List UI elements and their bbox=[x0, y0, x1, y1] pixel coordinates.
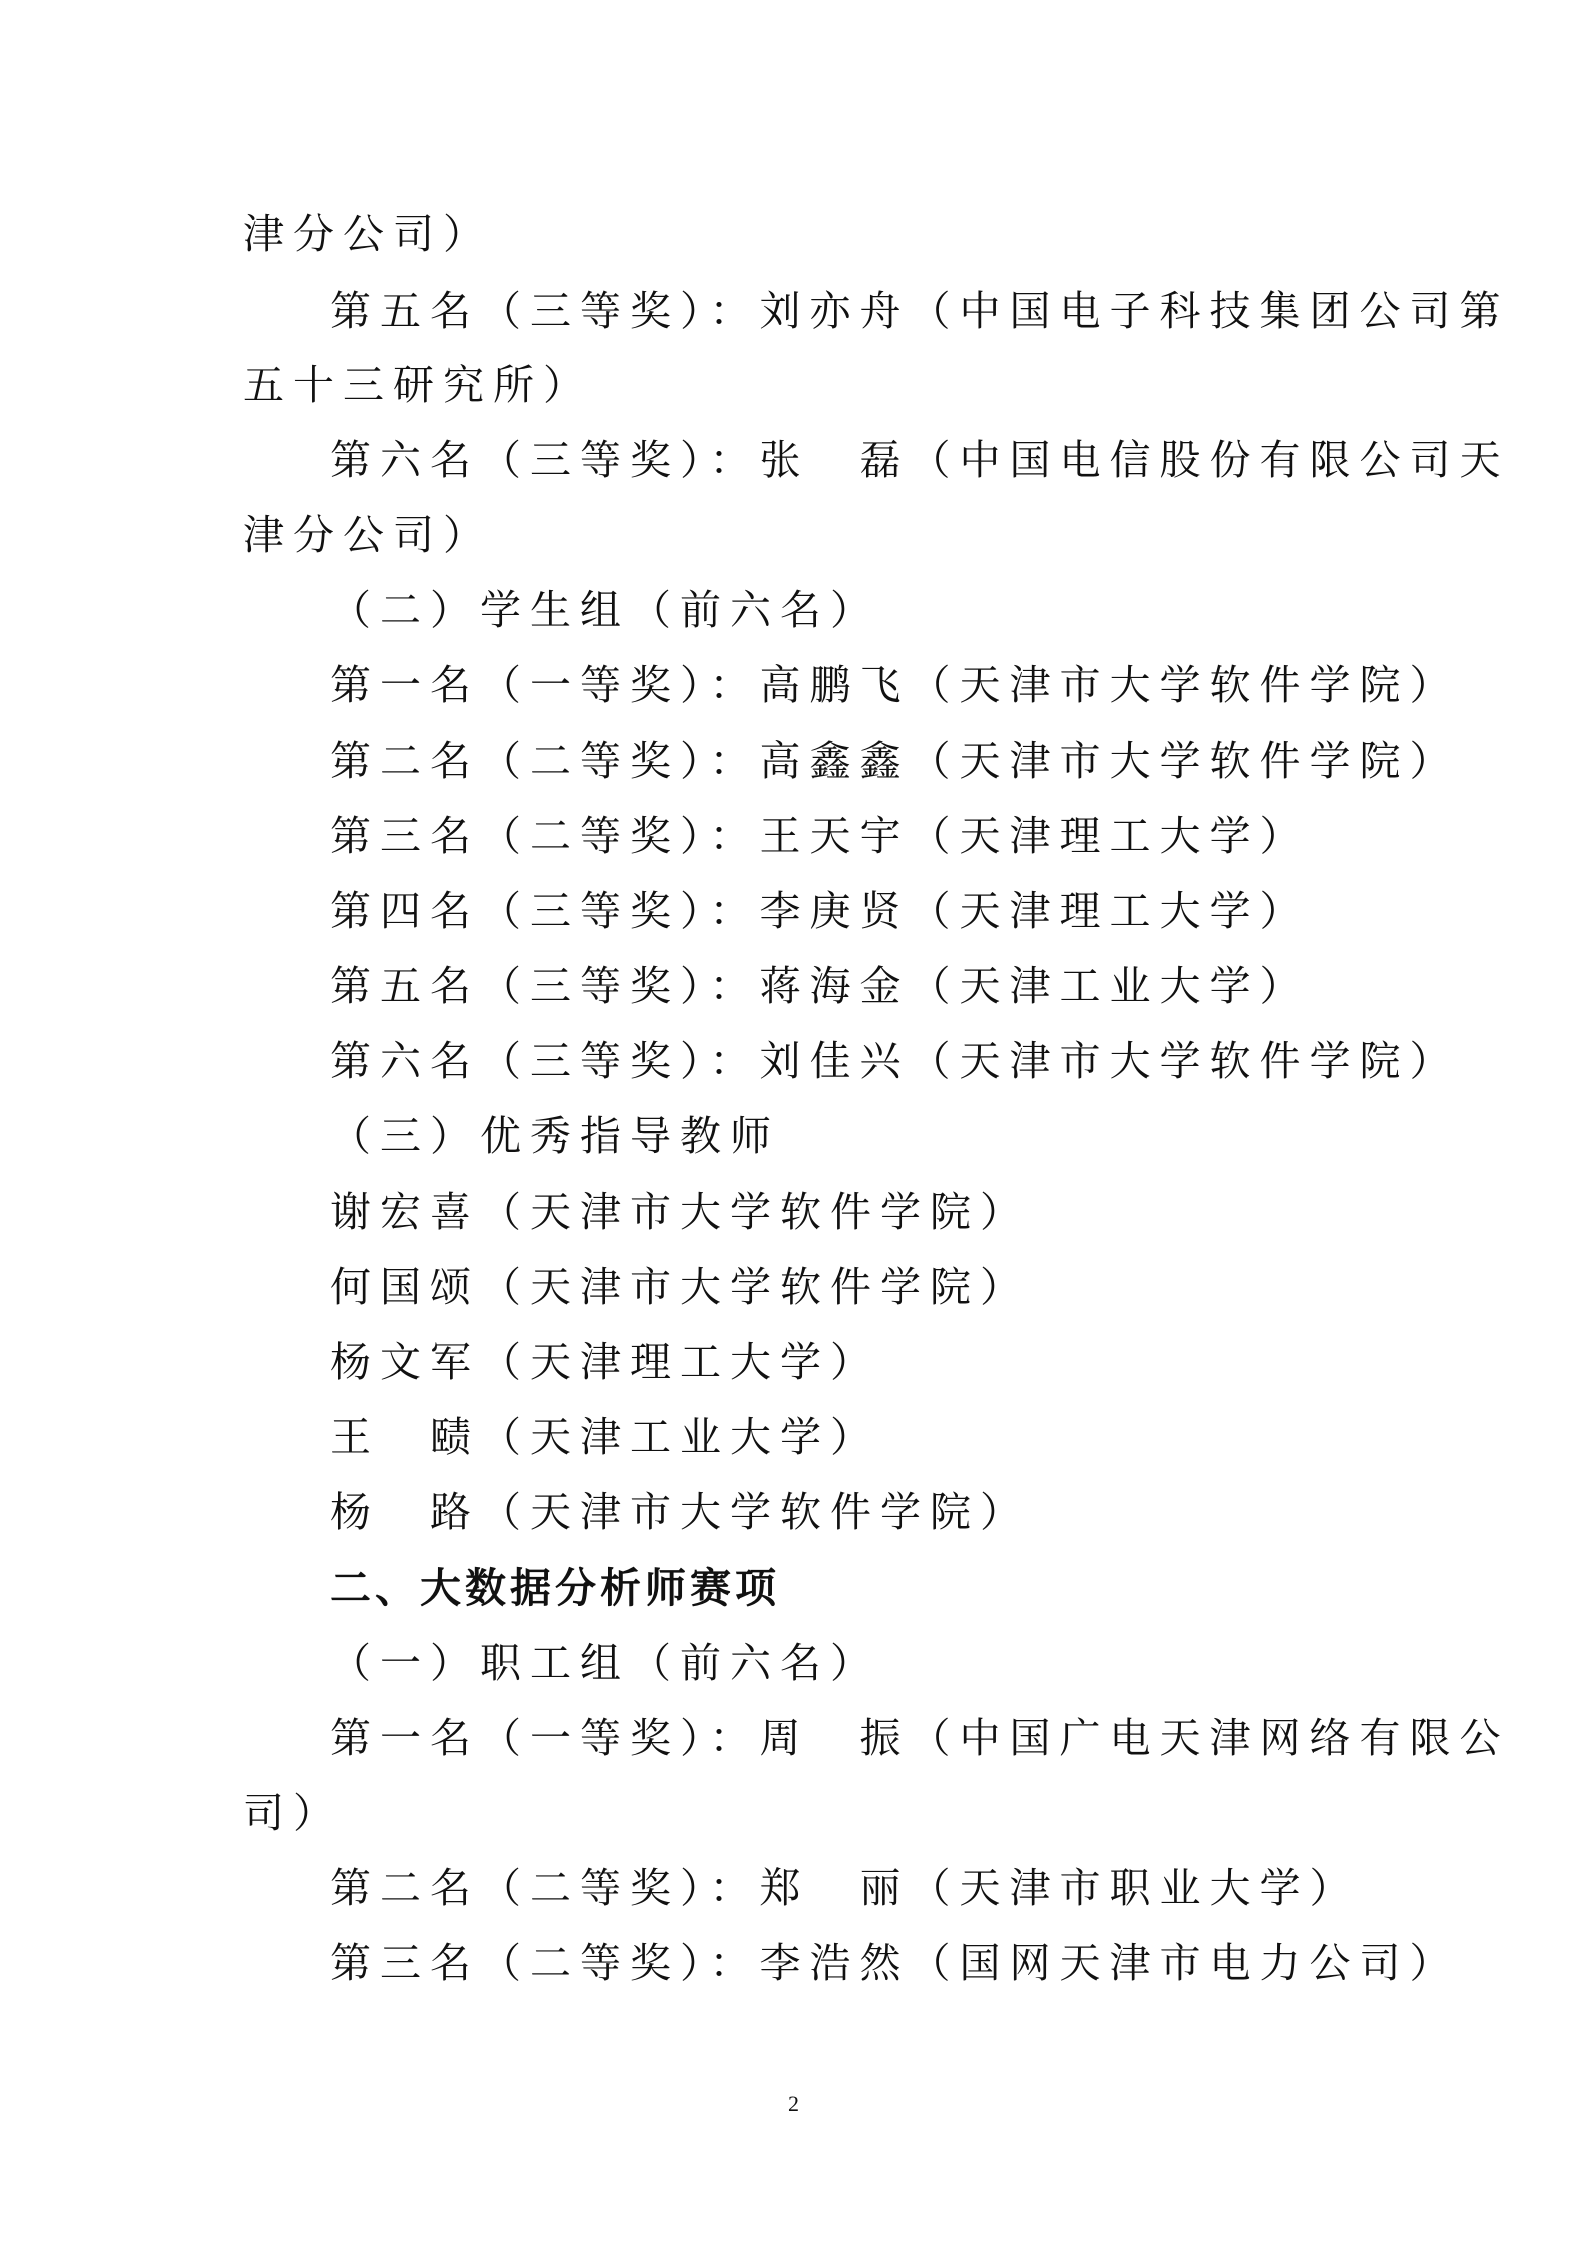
teacher-entry: 杨文军（天津理工大学） bbox=[330, 1338, 880, 1386]
section-heading: 二、大数据分析师赛项 bbox=[330, 1564, 780, 1612]
text-line: 司） bbox=[243, 1789, 343, 1837]
award-entry: 第一名（一等奖）：高鹏飞（天津市大学软件学院） bbox=[330, 661, 1460, 709]
award-entry: 第五名（三等奖）：刘亦舟（中国电子科技集团公司第 bbox=[330, 287, 1510, 335]
award-entry: 第三名（二等奖）：王天宇（天津理工大学） bbox=[330, 812, 1310, 860]
page-number: 2 bbox=[788, 2091, 799, 2116]
award-entry: 第五名（三等奖）：蒋海金（天津工业大学） bbox=[330, 962, 1310, 1010]
award-entry: 第一名（一等奖）：周 振（中国广电天津网络有限公 bbox=[330, 1714, 1510, 1762]
text-line: 津分公司） bbox=[243, 511, 493, 559]
subsection-heading: （三）优秀指导教师 bbox=[330, 1112, 780, 1160]
award-entry: 第二名（二等奖）：高鑫鑫（天津市大学软件学院） bbox=[330, 737, 1460, 785]
subsection-heading: （一）职工组（前六名） bbox=[330, 1639, 880, 1687]
award-entry: 第二名（二等奖）：郑 丽（天津市职业大学） bbox=[330, 1864, 1360, 1912]
teacher-entry: 何国颂（天津市大学软件学院） bbox=[330, 1263, 1030, 1311]
award-entry: 第三名（二等奖）：李浩然（国网天津市电力公司） bbox=[330, 1939, 1460, 1987]
award-entry: 第四名（三等奖）：李庚贤（天津理工大学） bbox=[330, 887, 1310, 935]
teacher-entry: 王 赜（天津工业大学） bbox=[330, 1413, 880, 1461]
text-line: 津分公司） bbox=[243, 210, 493, 258]
award-entry: 第六名（三等奖）：刘佳兴（天津市大学软件学院） bbox=[330, 1037, 1460, 1085]
subsection-heading: （二）学生组（前六名） bbox=[330, 586, 880, 634]
teacher-entry: 杨 路（天津市大学软件学院） bbox=[330, 1488, 1030, 1536]
teacher-entry: 谢宏喜（天津市大学软件学院） bbox=[330, 1188, 1030, 1236]
text-line: 五十三研究所） bbox=[243, 361, 593, 409]
award-entry: 第六名（三等奖）：张 磊（中国电信股份有限公司天 bbox=[330, 436, 1510, 484]
